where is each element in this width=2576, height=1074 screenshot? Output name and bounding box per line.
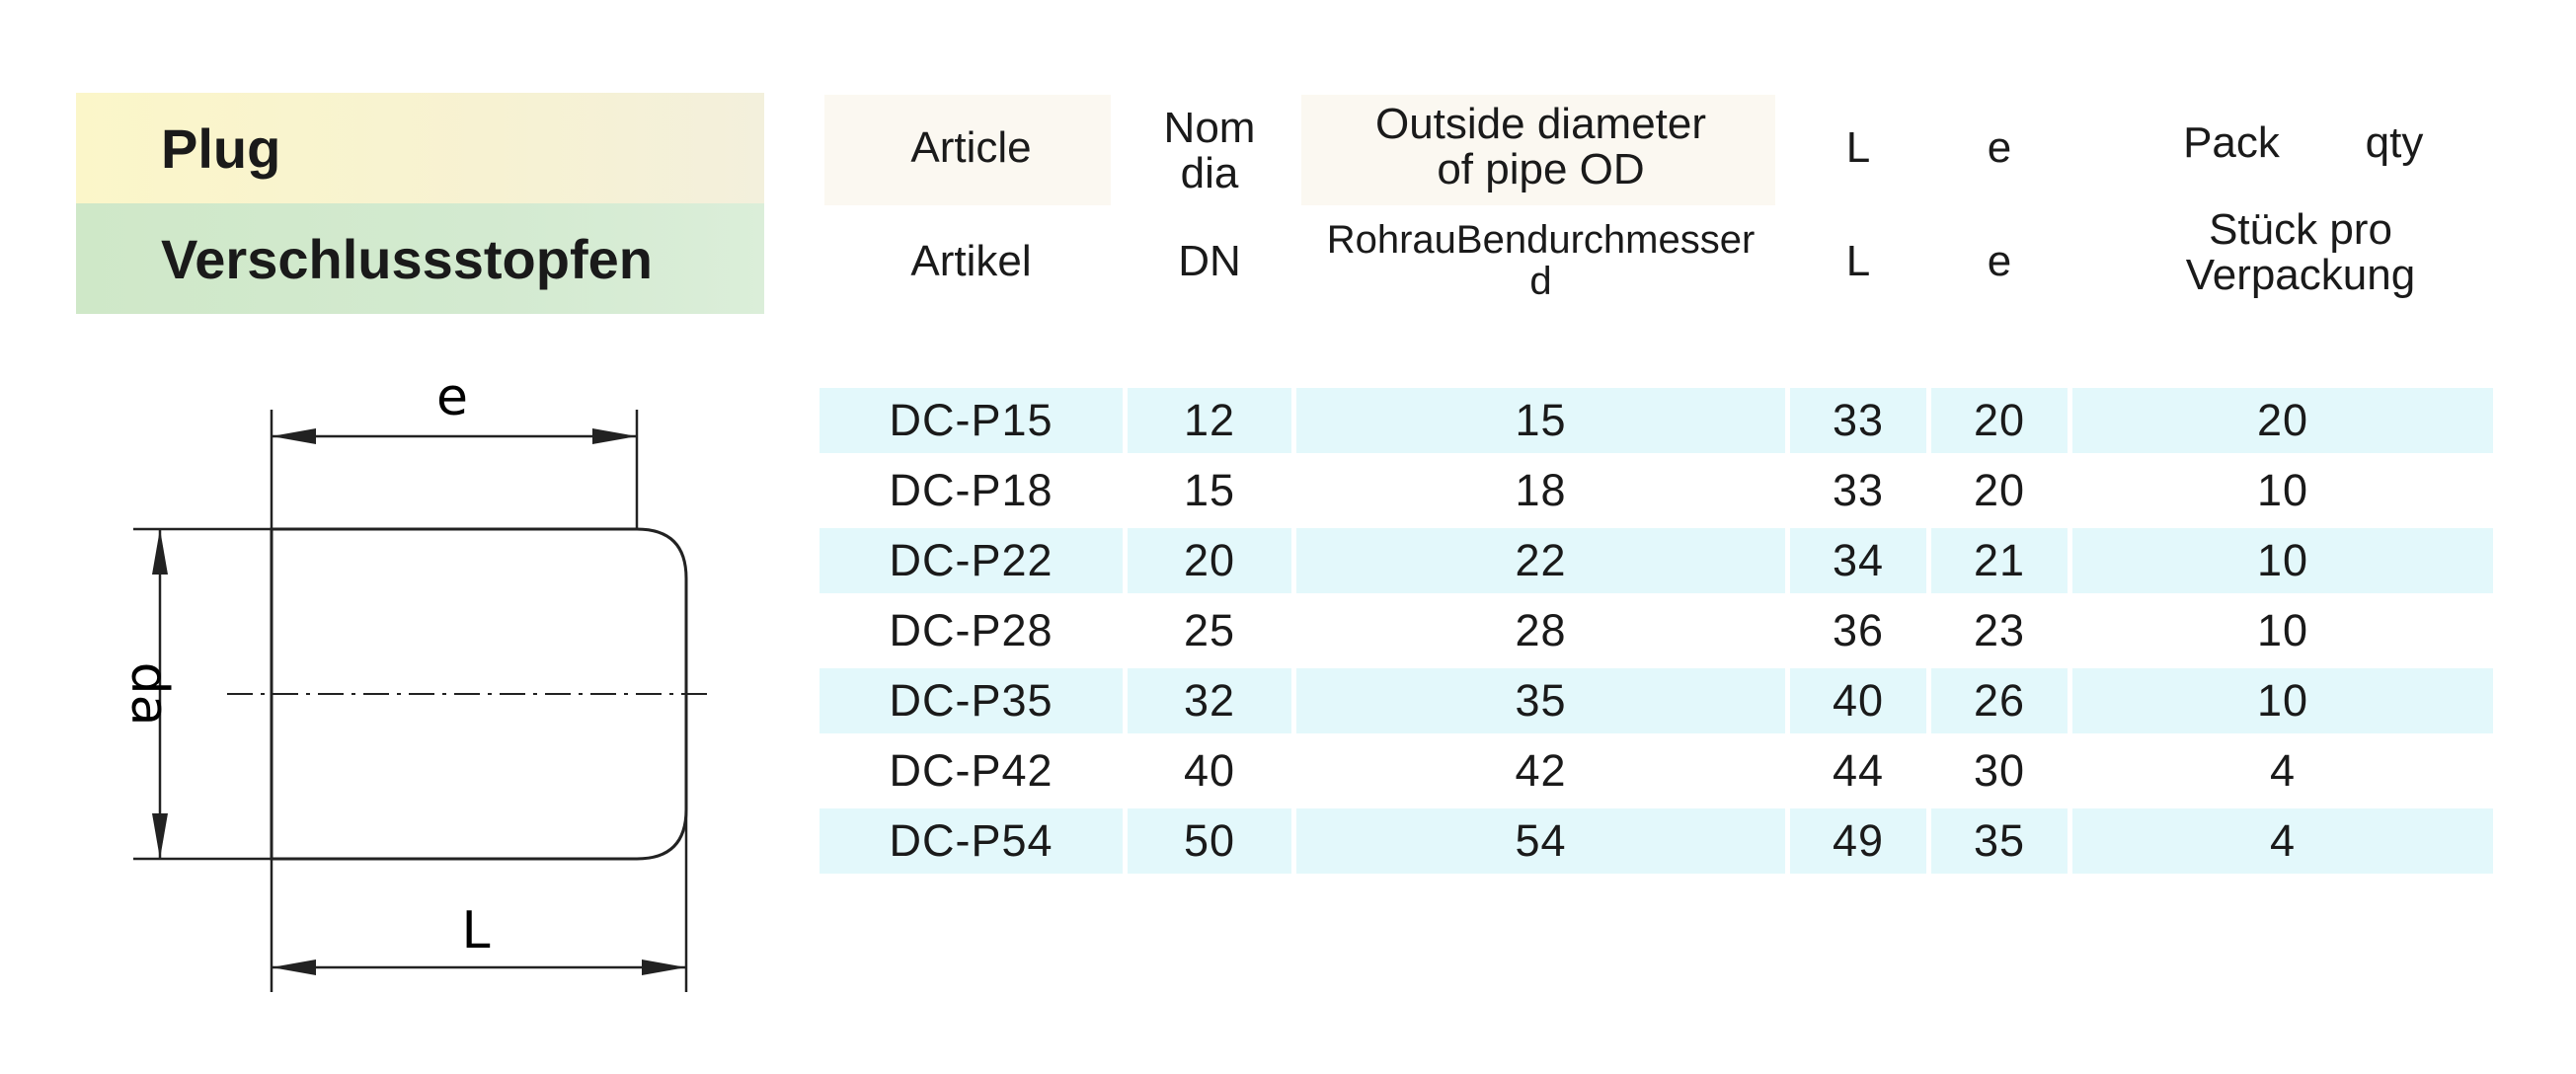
cell-e: 30 <box>1973 745 2026 796</box>
header-article: Article <box>910 123 1032 172</box>
cell-dn: 40 <box>1183 745 1236 796</box>
header-e: e <box>1987 123 2012 172</box>
header-stueck-pro-verpackung: Stück pro Verpackung <box>2185 205 2416 299</box>
table-row <box>820 528 2493 593</box>
table-row <box>820 738 2493 804</box>
table-row <box>820 598 2493 663</box>
cell-od: 28 <box>1515 605 1567 655</box>
cell-e: 35 <box>1931 808 2068 874</box>
cell-article: DC-P54 <box>820 808 1123 874</box>
cell-article: DC-P35 <box>820 668 1123 733</box>
cell-od: 42 <box>1515 745 1567 796</box>
cell-dn: 25 <box>1183 605 1236 655</box>
cell-pack: 10 <box>2072 668 2493 733</box>
cell-l: 44 <box>1832 745 1885 796</box>
title-german: Verschlussstopfen <box>76 203 764 314</box>
header-outside-diameter: Outside diameter of pipe OD <box>1374 100 1707 193</box>
header-l-de: L <box>1845 237 1871 285</box>
cell-article: DC-P18 <box>889 465 1054 515</box>
cell-od: 18 <box>1515 465 1567 515</box>
cell-od: 35 <box>1296 668 1785 733</box>
cell-e: 26 <box>1931 668 2068 733</box>
cell-article: DC-P15 <box>820 388 1123 453</box>
cell-l: 33 <box>1790 388 1926 453</box>
cell-l: 33 <box>1832 465 1885 515</box>
cell-l: 40 <box>1790 668 1926 733</box>
label-l: L <box>461 901 491 960</box>
cell-l: 36 <box>1832 605 1885 655</box>
table-row <box>820 388 2493 453</box>
cell-article: DC-P22 <box>820 528 1123 593</box>
cell-pack: 4 <box>2072 808 2493 874</box>
cell-l: 34 <box>1790 528 1926 593</box>
cell-dn: 12 <box>1128 388 1291 453</box>
header-dn: DN <box>1178 237 1241 285</box>
header-artikel: Artikel <box>910 237 1032 285</box>
cell-dn: 20 <box>1128 528 1291 593</box>
cell-pack: 20 <box>2072 388 2493 453</box>
cell-article: DC-P28 <box>889 605 1054 655</box>
cell-dn: 50 <box>1128 808 1291 874</box>
cell-e: 20 <box>1931 388 2068 453</box>
title-english: Plug <box>76 93 764 203</box>
cell-dn: 32 <box>1128 668 1291 733</box>
cell-od: 15 <box>1296 388 1785 453</box>
plug-dimension-diagram <box>89 365 721 1007</box>
header-e-de: e <box>1987 237 2012 285</box>
cell-article: DC-P42 <box>889 745 1054 796</box>
header-l: L <box>1845 123 1871 172</box>
cell-pack: 4 <box>2269 745 2297 796</box>
cell-e: 23 <box>1973 605 2026 655</box>
cell-pack: 10 <box>2256 605 2309 655</box>
table-row <box>820 808 2493 874</box>
cell-e: 21 <box>1931 528 2068 593</box>
table-row <box>820 668 2493 733</box>
header-rohraussendurchmesser: RohrauBendurchmesser d <box>1326 218 1756 303</box>
header-nom-dia: Nom dia <box>1163 104 1256 197</box>
title-block <box>76 93 764 314</box>
cell-od: 54 <box>1296 808 1785 874</box>
cell-pack: 10 <box>2072 528 2493 593</box>
cell-pack: 10 <box>2256 465 2309 515</box>
cell-l: 49 <box>1790 808 1926 874</box>
cell-dn: 15 <box>1183 465 1236 515</box>
label-e: e <box>436 368 468 427</box>
header-qty: qty <box>2365 118 2424 167</box>
cell-e: 20 <box>1973 465 2026 515</box>
label-da: da <box>119 661 179 727</box>
table-row <box>820 458 2493 523</box>
cell-od: 22 <box>1296 528 1785 593</box>
header-pack: Pack <box>2183 118 2280 167</box>
